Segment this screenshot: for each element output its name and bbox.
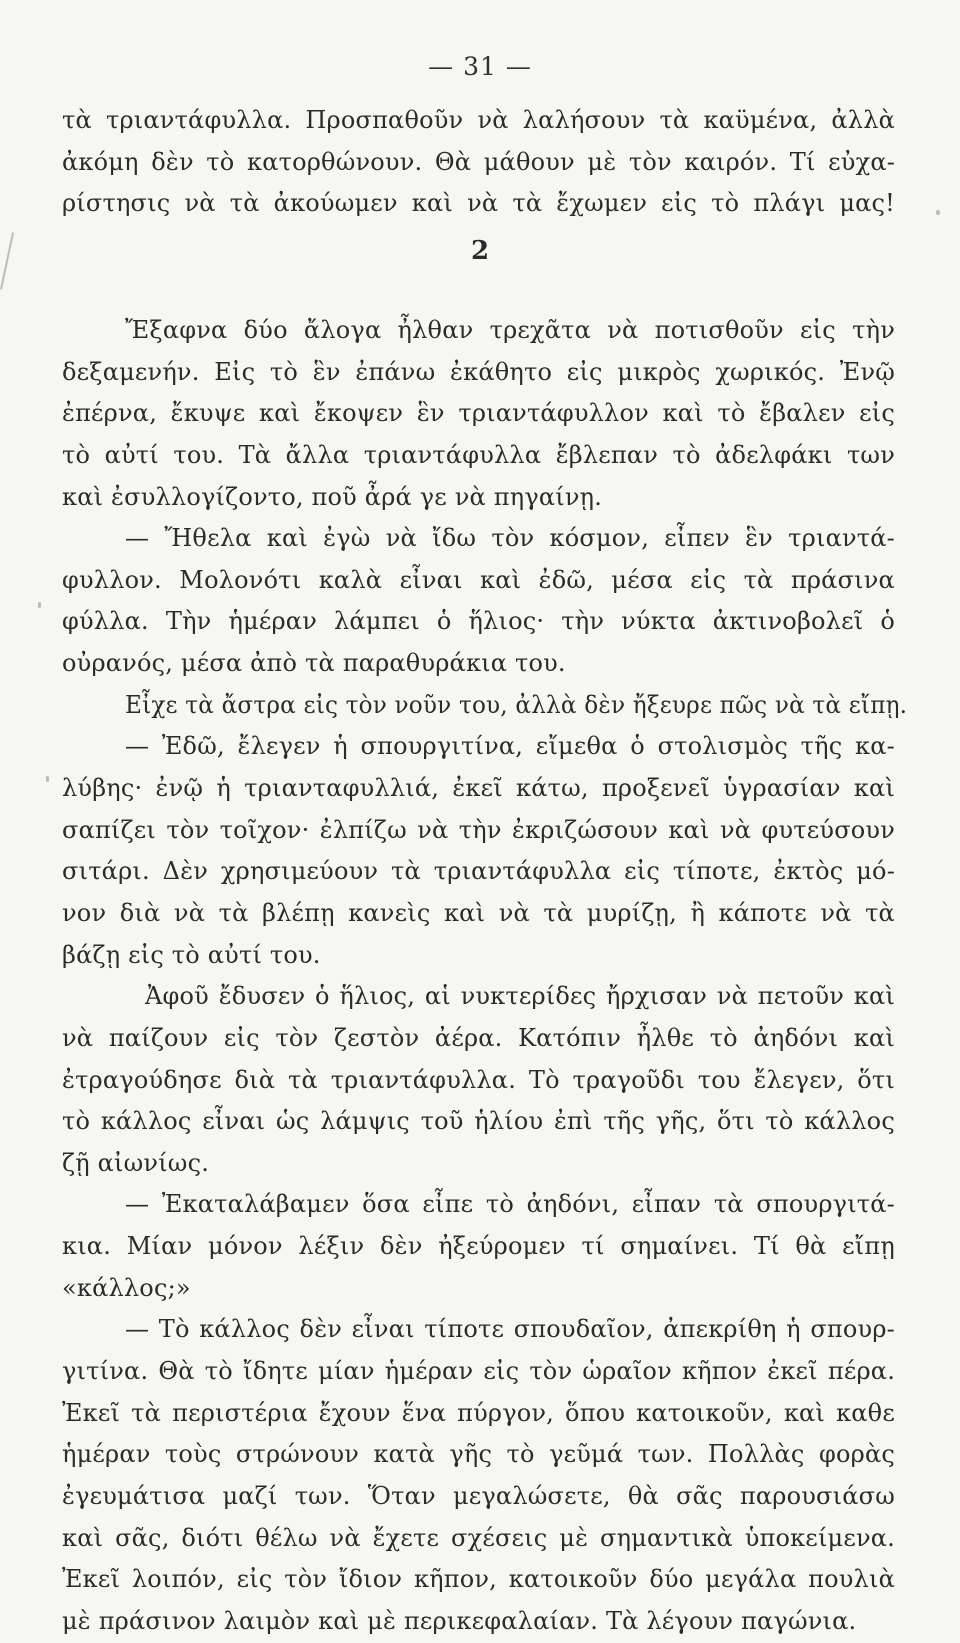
- text-line: νον διὰ νὰ τὰ βλέπῃ κανεὶς καὶ νὰ τὰ μυρίζῃ, ἢ κάποτε νὰ τὰ: [62, 898, 895, 927]
- text-line: ἀκόμη δὲν τὸ κατορθώνουν. Θὰ μάθουν μὲ τὸν καιρόν. Τί εὐχα-: [62, 147, 896, 176]
- section-marker: 2: [470, 236, 490, 266]
- text-line: Εἶχε τὰ ἄστρα εἰς τὸν νοῦν του, ἀλλὰ δὲν ἤξευρε πῶς νὰ τὰ εἴπῃ.: [125, 690, 908, 719]
- text-line: καὶ σᾶς, διότι θέλω νὰ ἔχετε σχέσεις μὲ σημαντικὰ ὑποκείμενα.: [62, 1523, 896, 1552]
- text-line: ἐπέρνα, ἔκυψε καὶ ἔκοψεν ἓν τριαντάφυλλον καὶ τὸ ἔβαλεν εἰς: [62, 399, 896, 428]
- text-line: καὶ ἐσυλλογίζοντο, ποῦ ἆρά γε νὰ πηγαίνῃ.: [62, 482, 603, 511]
- text-line: λύβης· ἐνῷ ἡ τριανταφυλλιά, ἐκεῖ κάτω, προξενεῖ ὑγρασίαν καὶ: [62, 774, 896, 803]
- text-line: ρίστησις νὰ τὰ ἀκούωμεν καὶ νὰ τὰ ἔχωμεν εἰς τὸ πλάγι μας!: [62, 189, 896, 218]
- text-line: οὐρανός, μέσα ἀπὸ τὰ παραθυράκια του.: [62, 649, 566, 678]
- page-number: — 31 —: [428, 52, 532, 81]
- text-line: — Τὸ κάλλος δὲν εἶναι τίποτε σπουδαῖον, ἀπεκρίθη ἡ σπουρ-: [125, 1315, 895, 1344]
- text-line: ἐτραγούδησε διὰ τὰ τριαντάφυλλα. Τὸ τραγοῦδι του ἔλεγεν, ὅτι: [62, 1065, 895, 1094]
- text-line: — Ἐκαταλάβαμεν ὅσα εἶπε τὸ ἀηδόνι, εἶπαν τὰ σπουργιτά-: [125, 1190, 895, 1219]
- text-line: σαπίζει τὸν τοῖχον· ἐλπίζω νὰ τὴν ἐκριζώσουν καὶ νὰ φυτεύσουν: [62, 815, 896, 844]
- text-line: βάζῃ εἰς τὸ αὐτί του.: [62, 940, 321, 969]
- text-line: δεξαμενήν. Εἰς τὸ ἓν ἐπάνω ἐκάθητο εἰς μικρὸς χωρικός. Ἐνῷ: [62, 357, 896, 386]
- text-line: μὲ πράσινον λαιμὸν καὶ μὲ περικεφαλαίαν. Τὰ λέγουν παγώνια.: [62, 1606, 857, 1635]
- text-line: τὸ αὐτί του. Τὰ ἄλλα τριαντάφυλλα ἔβλεπαν τὸ ἀδελφάκι των: [62, 440, 895, 469]
- text-line: κια. Μίαν μόνον λέξιν δὲν ἠξεύρομεν τί σημαίνει. Τί θὰ εἴπῃ: [62, 1232, 895, 1261]
- text-line: τὸ κάλλος εἶναι ὡς λάμψις τοῦ ἡλίου ἐπὶ τῆς γῆς, ὅτι τὸ κάλλος: [62, 1107, 895, 1136]
- text-line: ἐγευμάτισα μαζί των. Ὅταν μεγαλώσετε, θὰ σᾶς παρουσιάσω: [62, 1481, 895, 1510]
- text-block-main: [0, 310, 960, 1643]
- text-block-top: [0, 100, 960, 225]
- text-line: γιτίνα. Θὰ τὸ ἴδητε μίαν ἡμέραν εἰς τὸν ὡραῖον κῆπον ἐκεῖ πέρα.: [62, 1357, 896, 1386]
- text-line: «κάλλος;»: [62, 1273, 191, 1302]
- text-line: Ἐκεῖ τὰ περιστέρια ἔχουν ἕνα πύργον, ὅπου κατοικοῦν, καὶ καθε: [62, 1398, 895, 1427]
- text-line: φυλλον. Μολονότι καλὰ εἶναι καὶ ἐδῶ, μέσα εἰς τὰ πράσινα: [62, 565, 895, 594]
- text-line: ζῇ αἰωνίως.: [62, 1148, 210, 1177]
- text-line: ἡμέραν τοὺς στρώνουν κατὰ γῆς τὸ γεῦμά των. Πολλὰς φορὰς: [62, 1440, 895, 1469]
- scan-artifact: [46, 776, 49, 782]
- text-line: — Ἤθελα καὶ ἐγὼ νὰ ἴδω τὸν κόσμον, εἶπεν ἓν τριαντά-: [125, 524, 895, 553]
- scan-artifact: [38, 602, 41, 608]
- text-line: — Ἐδῶ, ἔλεγεν ἡ σπουργιτίνα, εἴμεθα ὁ στολισμὸς τῆς κα-: [125, 732, 895, 761]
- text-line: τὰ τριαντάφυλλα. Προσπαθοῦν νὰ λαλήσουν τὰ καϋμένα, ἀλλὰ: [62, 106, 896, 134]
- text-line: σιτάρι. Δὲν χρησιμεύουν τὰ τριαντάφυλλα εἰς τίποτε, ἐκτὸς μό-: [62, 857, 896, 886]
- text-line: Ἐκεῖ λοιπόν, εἰς τὸν ἴδιον κῆπον, κατοικοῦν δύο μεγάλα πουλιὰ: [62, 1565, 895, 1594]
- text-line: νὰ παίζουν εἰς τὸν ζεστὸν ἀέρα. Κατόπιν ἦλθε τὸ ἀηδόνι καὶ: [62, 1023, 895, 1052]
- scan-artifact: [936, 210, 940, 215]
- text-line: φύλλα. Τὴν ἡμέραν λάμπει ὁ ἥλιος· τὴν νύκτα ἀκτινοβολεῖ ὁ: [62, 607, 895, 636]
- text-line: Ἔξαφνα δύο ἄλογα ἦλθαν τρεχᾶτα νὰ ποτισθοῦν εἰς τὴν: [125, 316, 895, 344]
- text-line: Ἀφοῦ ἔδυσεν ὁ ἥλιος, αἱ νυκτερίδες ἤρχισαν νὰ πετοῦν καὶ: [145, 982, 896, 1011]
